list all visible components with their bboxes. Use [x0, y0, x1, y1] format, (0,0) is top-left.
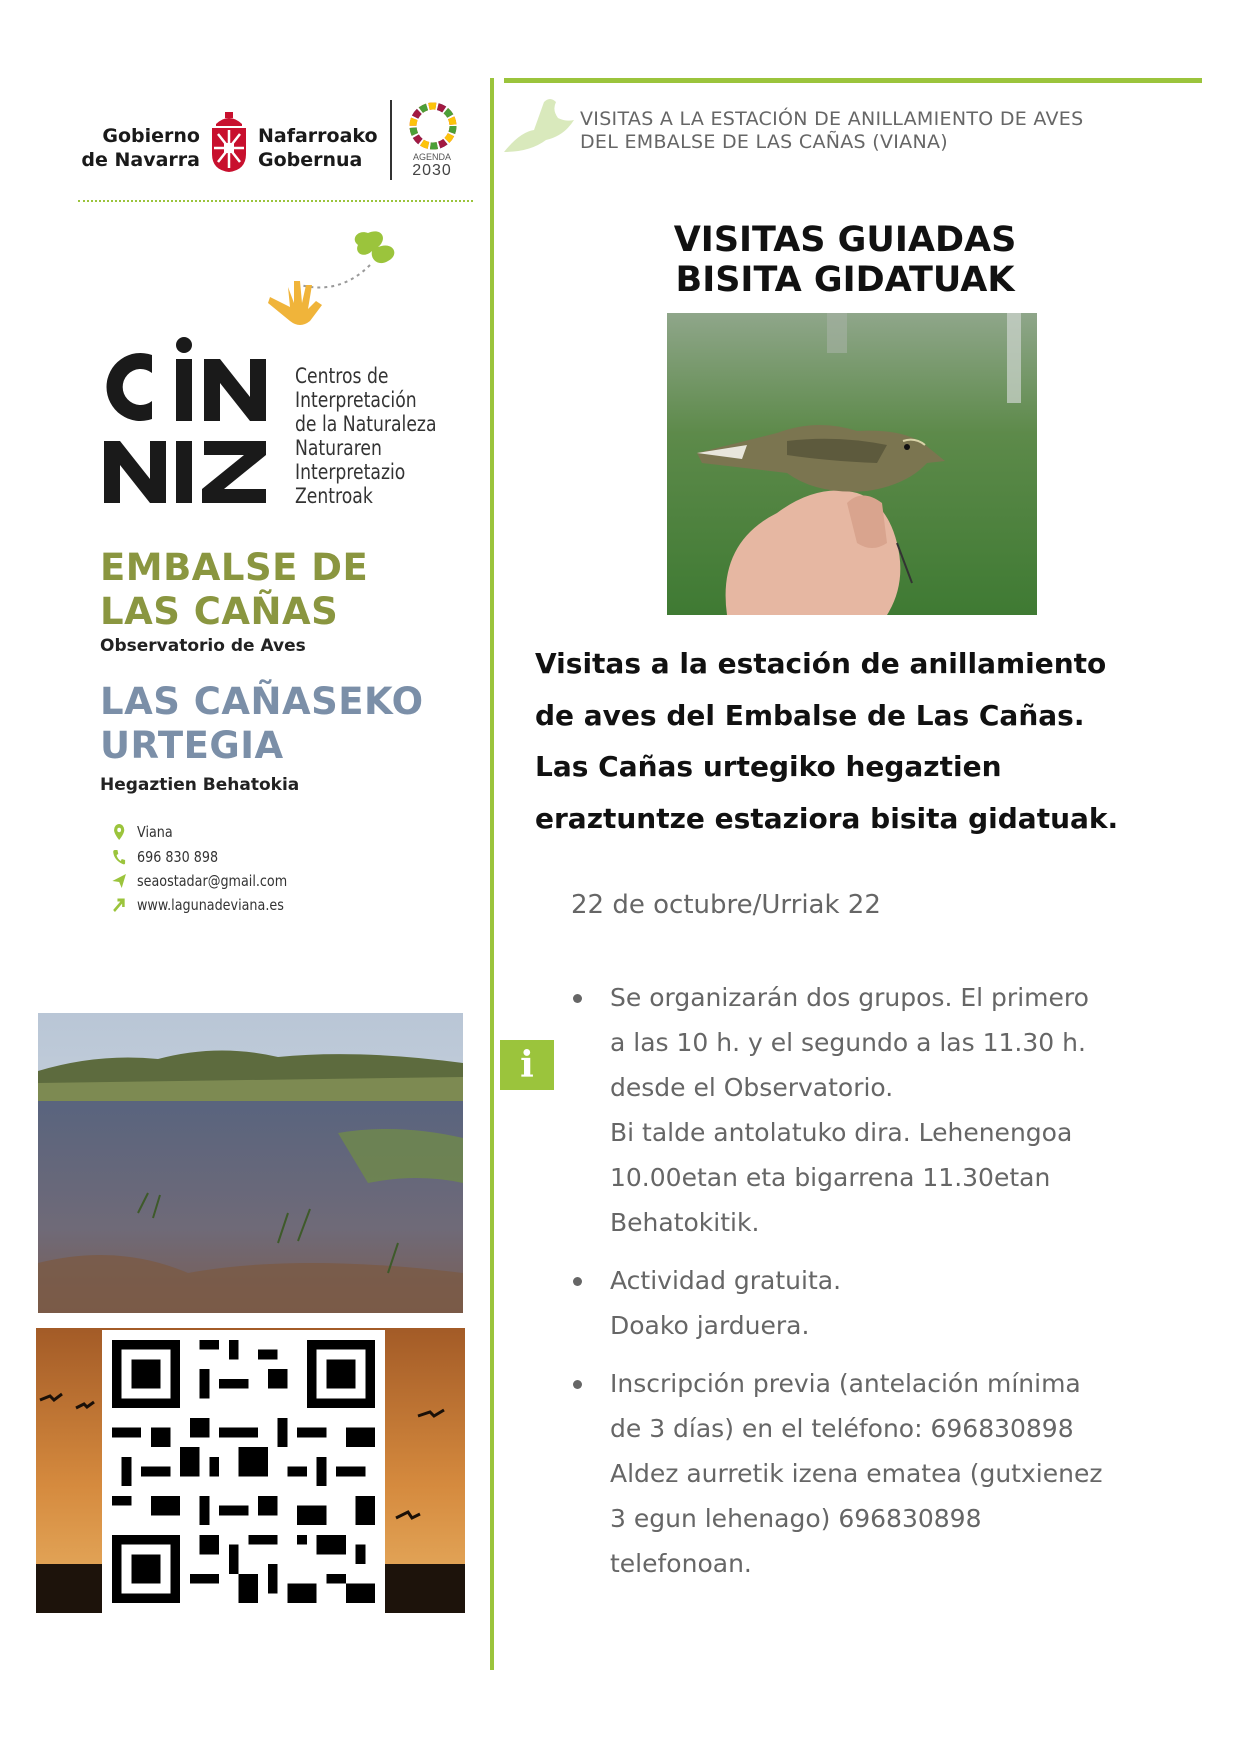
list-item: Se organizarán dos grupos. El primero a las 10 h. y el segundo a las 11.30 h. desde el Observatorio. Bi talde antolatuko dira. Lehenengoa 10.00etan eta bigarrena 11.30etan Behatokitik.	[573, 975, 1183, 1245]
site-subtitle-es: Observatorio de Aves	[100, 636, 306, 656]
qr-code[interactable]	[102, 1330, 385, 1613]
contact-phone[interactable]: 696 830 898	[137, 848, 218, 866]
agenda-label: AGENDA	[412, 152, 451, 162]
info-icon: i	[500, 1040, 554, 1090]
ciniz-description: Centros de Interpretación de la Naturaleza Naturaren Interpretazio Zentroak	[295, 364, 437, 508]
site-title-es: EMBALSE DE LAS CAÑAS	[100, 546, 369, 633]
bird-in-hand-photo	[667, 313, 1037, 615]
list-item: Actividad gratuita. Doako jarduera.	[573, 1258, 1183, 1348]
contact-email[interactable]: seaostadar@gmail.com	[137, 872, 287, 890]
contact-web[interactable]: www.lagunadeviana.es	[137, 896, 284, 914]
gov-name-eu: Nafarroako Gobernua	[258, 125, 378, 171]
lead-paragraph: Visitas a la estación de anillamiento de aves del Embalse de Las Cañas. Las Cañas urtegiko hegaztien eraztuntze estaziora bisita gidatuak.	[535, 647, 1119, 835]
email-plane-icon	[112, 872, 127, 890]
navarra-shield-icon	[208, 110, 250, 174]
header-title: VISITAS A LA ESTACIÓN DE ANILLAMIENTO DE AVES DEL EMBALSE DE LAS CAÑAS (VIANA)	[580, 108, 1084, 153]
phone-icon	[112, 848, 127, 866]
location-pin-icon	[112, 823, 127, 841]
agenda-year: 2030	[412, 162, 452, 179]
page-title: VISITAS GUIADAS BISITA GIDATUAK	[673, 220, 1017, 300]
top-horizontal-rule	[504, 78, 1202, 83]
site-title-eu: LAS CAÑASEKO URTEGIA	[100, 680, 424, 767]
ciniz-logo-letters	[100, 335, 290, 525]
bird-watermark-icon	[500, 92, 580, 162]
info-list	[573, 975, 1183, 1599]
web-arrow-icon	[112, 896, 127, 914]
gov-name-es: Gobierno de Navarra	[81, 125, 200, 171]
site-subtitle-eu: Hegaztien Behatokia	[100, 775, 300, 795]
hand-icon	[268, 281, 322, 325]
lake-photo	[38, 1013, 463, 1313]
logo-divider	[390, 100, 392, 180]
government-logo	[80, 100, 480, 180]
list-item: Inscripción previa (antelación mínima de 3 días) en el teléfono: 696830898 Aldez aurretik izena ematea (gutxienez 3 egun lehenago) 696830898 telefonoan.	[573, 1361, 1183, 1586]
event-date: 22 de octubre/Urriak 22	[571, 890, 881, 920]
vertical-separator	[490, 78, 494, 1670]
contact-location: Viana	[137, 823, 173, 841]
dotted-divider	[78, 200, 473, 202]
butterfly-icon	[355, 231, 395, 263]
